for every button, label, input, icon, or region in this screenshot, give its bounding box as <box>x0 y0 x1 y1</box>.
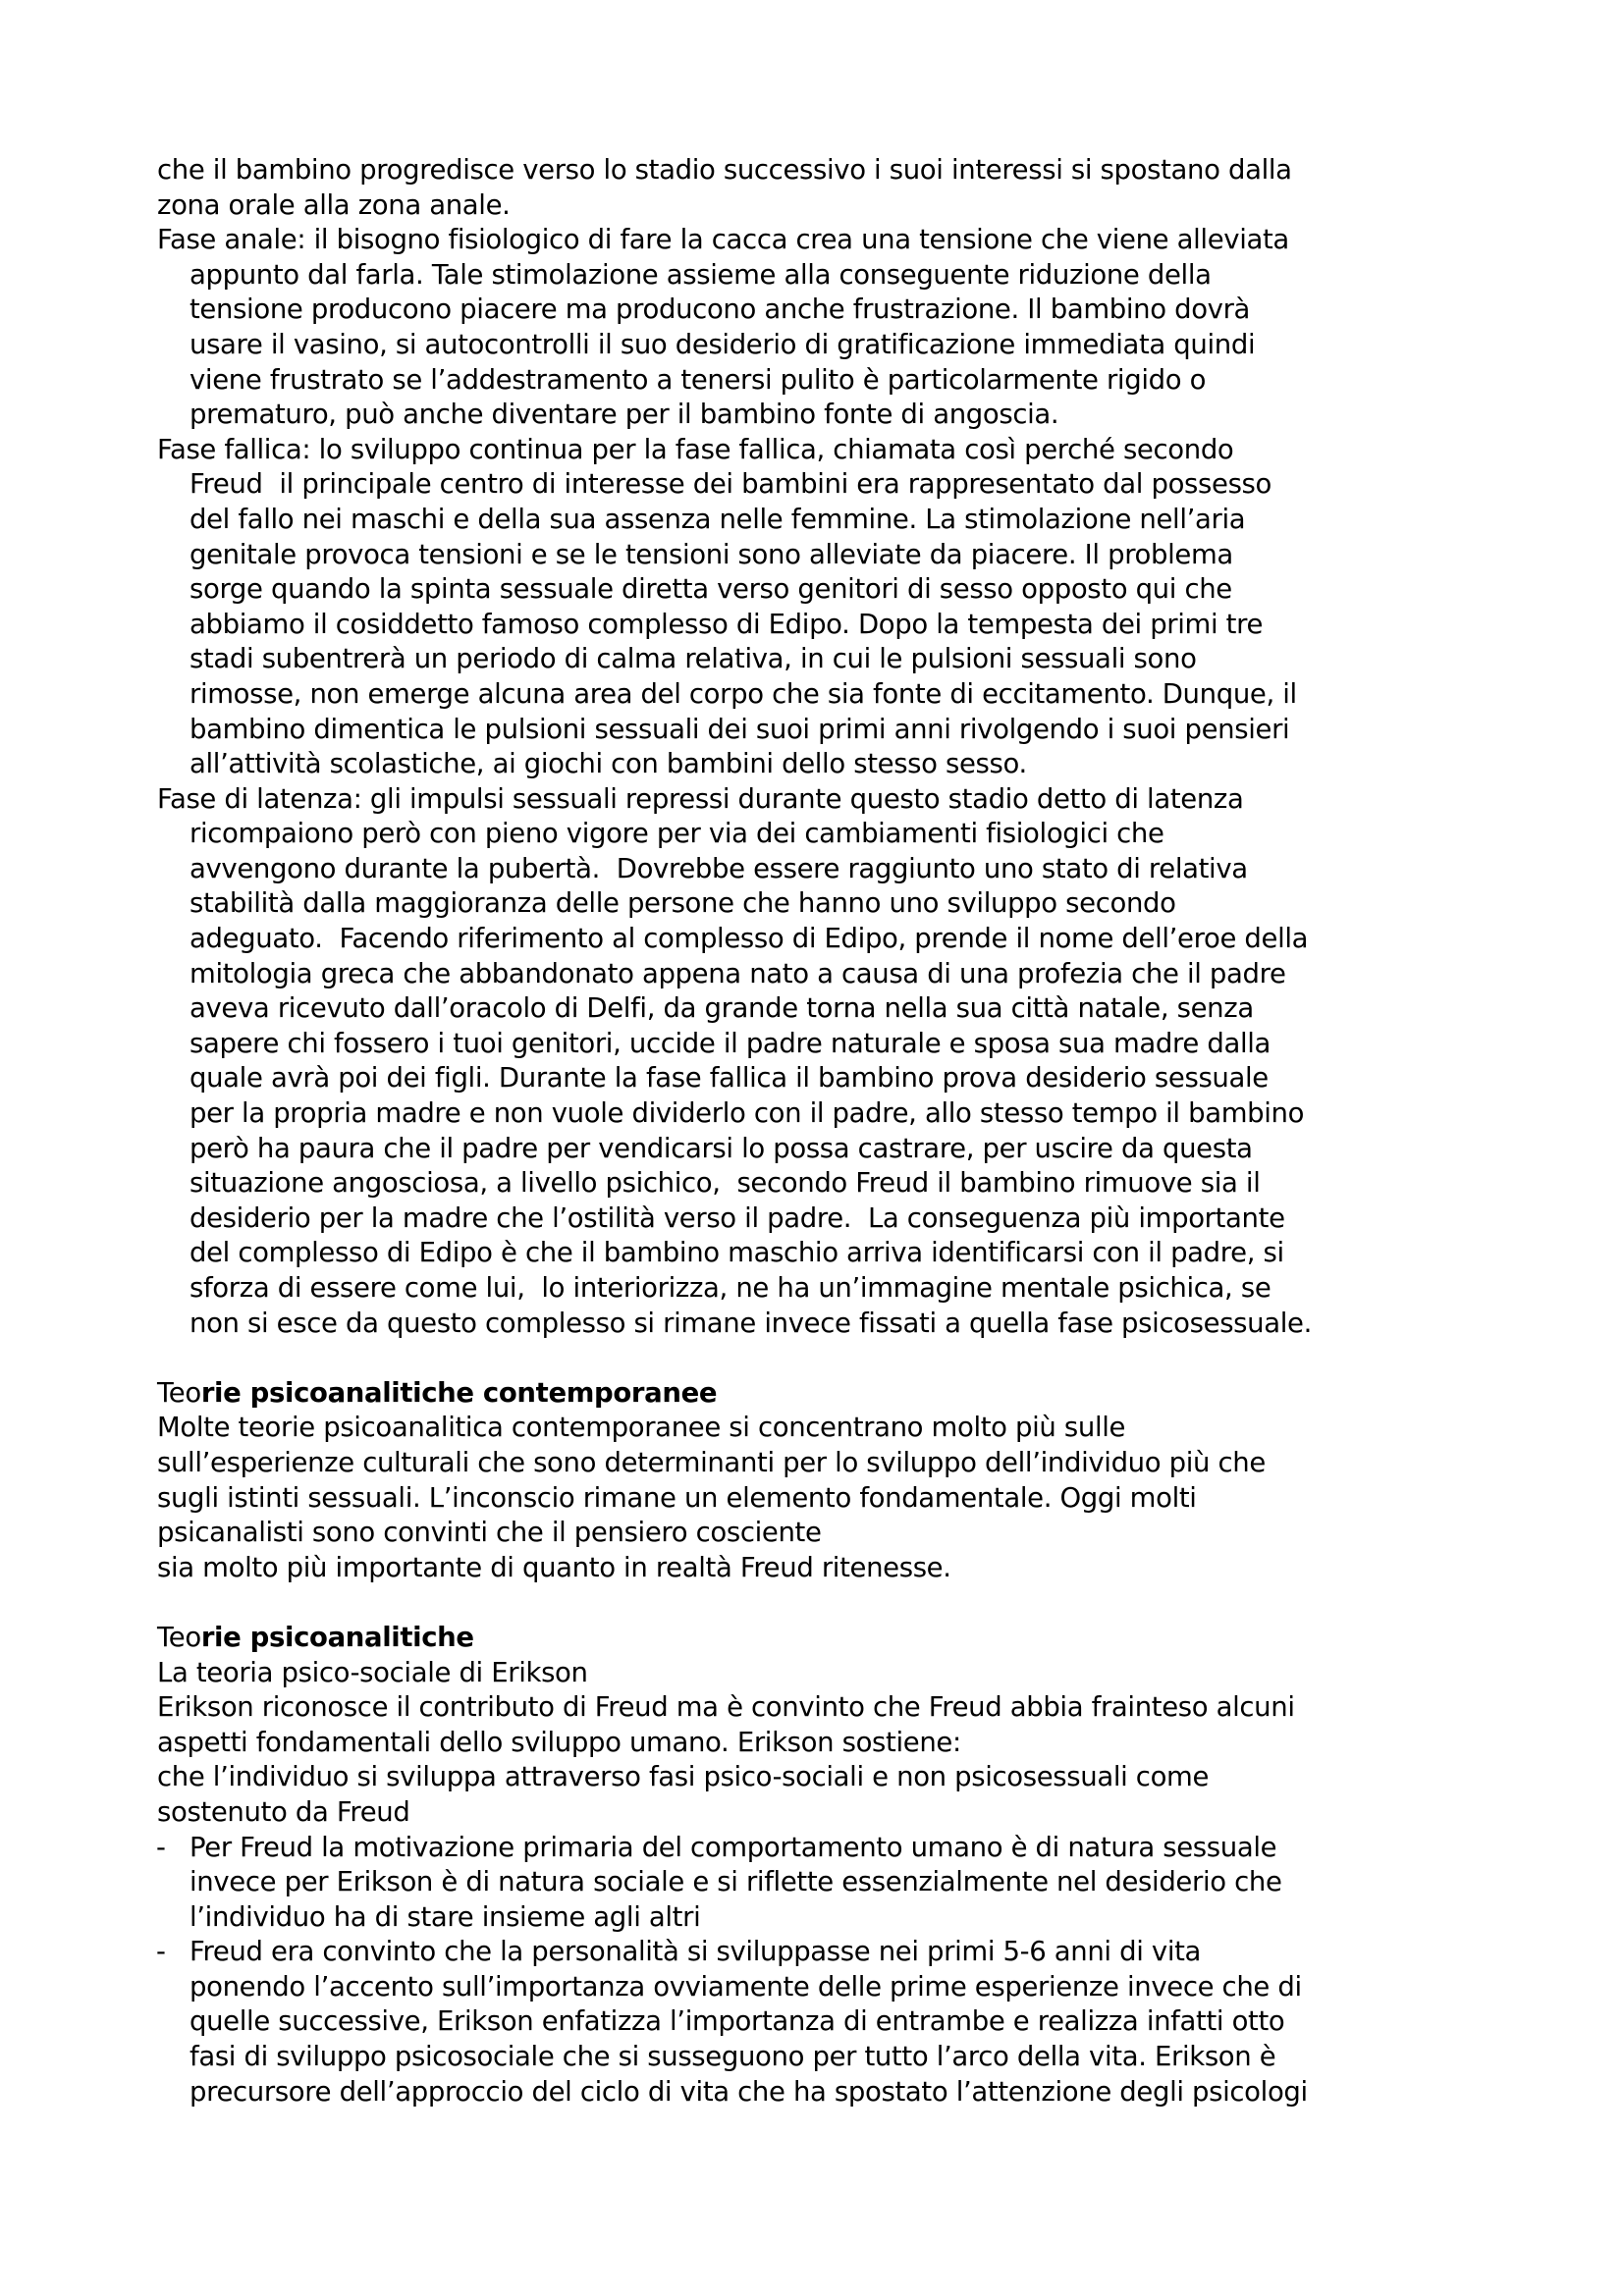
section-heading <box>157 1621 1473 1656</box>
text-line: appunto dal farla. Tale stimolazione assieme alla conseguente riduzione della <box>189 258 1212 291</box>
text-line: del complesso di Edipo è che il bambino maschio arriva identificarsi con il padre, si <box>189 1237 1284 1269</box>
section-subtitle: La teoria psico-sociale di Erikson <box>157 1656 588 1688</box>
text-line: precursore dell’approccio del ciclo di vita che ha spostato l’attenzione degli psicologi <box>189 2075 1308 2108</box>
text-line: che l’individuo si sviluppa attraverso fasi psico-sociali e non psicosessuali come <box>157 1761 1210 1793</box>
heading-bold-part: rie psicoanalitiche <box>200 1621 474 1653</box>
text-line: aveva ricevuto dall’oracolo di Delfi, da grande torna nella sua città natale, senza <box>189 992 1254 1025</box>
text-line: sia molto più importante di quanto in realtà Freud ritenesse. <box>157 1551 951 1583</box>
text-line: sostenuto da Freud <box>157 1795 410 1828</box>
text-line: Molte teorie psicoanalitica contemporanee si concentrano molto più sulle <box>157 1412 1126 1444</box>
text-line: sugli istinti sessuali. L’inconscio rimane un elemento fondamentale. Oggi molti <box>157 1481 1197 1514</box>
text-line: zona orale alla zona anale. <box>157 188 511 221</box>
text-line: aspetti fondamentali dello sviluppo umano. Erikson sostiene: <box>157 1726 961 1758</box>
text-line: viene frustrato se l’addestramento a tenersi pulito è particolarmente rigido o <box>189 363 1207 396</box>
paragraph-first-line: Fase di latenza: gli impulsi sessuali repressi durante questo stadio detto di latenza <box>157 782 1244 815</box>
text-line: non si esce da questo complesso si rimane invece fissati a quella fase psicosessuale. <box>189 1307 1312 1339</box>
text-line: Erikson riconosce il contributo di Freud ma è convinto che Freud abbia frainteso alcuni <box>157 1691 1295 1724</box>
heading-regular-part: Teo <box>157 1376 201 1409</box>
text-line: desiderio per la madre che l’ostilità verso il padre. La conseguenza più importante <box>189 1201 1285 1234</box>
text-line: invece per Erikson è di natura sociale e si riflette essenzialmente nel desiderio che <box>189 1866 1282 1898</box>
text-line: psicanalisti sono convinti che il pensiero cosciente <box>157 1517 822 1549</box>
paragraph-first-line: Fase anale: il bisogno fisiologico di fare la cacca crea una tensione che viene alleviata <box>157 224 1289 256</box>
text-line: però ha paura che il padre per vendicarsi lo possa castrare, per uscire da questa <box>189 1132 1253 1164</box>
bullet-first-line <box>157 1935 1473 1970</box>
text-line: sorge quando la spinta sessuale diretta verso genitori di sesso opposto qui che <box>189 573 1232 606</box>
bullet-list <box>157 1831 1473 2110</box>
heading-regular-part: Teo <box>157 1621 201 1653</box>
fase-latenza-paragraph <box>157 782 1473 1342</box>
text-line: quale avrà poi dei figli. Durante la fase fallica il bambino prova desiderio sessuale <box>189 1062 1269 1095</box>
text-line: tensione producono piacere ma producono anche frustrazione. Il bambino dovrà <box>189 294 1251 326</box>
heading-bold-part: rie psicoanalitiche contemporanee <box>200 1376 718 1409</box>
section-contemporanee <box>157 1376 1473 1586</box>
text-line: sapere chi fossero i tuoi genitori, uccide il padre naturale e sposa sua madre dalla <box>189 1027 1271 1059</box>
bullet-item <box>157 1831 1473 1936</box>
fase-fallica-paragraph <box>157 433 1473 782</box>
text-line: stabilità dalla maggioranza delle persone che hanno uno sviluppo secondo <box>189 887 1176 920</box>
text-line: avvengono durante la pubertà. Dovrebbe essere raggiunto uno stato di relativa <box>189 852 1248 884</box>
dash-bullet-icon: - <box>156 1936 166 1968</box>
section-heading <box>157 1376 1473 1412</box>
text-line: usare il vasino, si autocontrolli il suo desiderio di gratificazione immediata quindi <box>189 328 1256 360</box>
text-line: situazione angosciosa, a livello psichico, secondo Freud il bambino rimuove sia il <box>189 1167 1261 1200</box>
text-line: sull’esperienze culturali che sono determinanti per lo sviluppo dell’individuo più che <box>157 1446 1266 1478</box>
text-line: mitologia greca che abbandonato appena nato a causa di una profezia che il padre <box>189 957 1286 989</box>
text-line: Freud il principale centro di interesse dei bambini era rappresentato dal possesso <box>189 468 1271 501</box>
text-line: abbiamo il cosiddetto famoso complesso di Edipo. Dopo la tempesta dei primi tre <box>189 608 1264 640</box>
text-line: genitale provoca tensioni e se le tensioni sono alleviate da piacere. Il problema <box>189 538 1233 570</box>
text-line: sforza di essere come lui, lo interiorizza, ne ha un’immagine mentale psichica, se <box>189 1272 1271 1304</box>
text-line: all’attività scolastiche, ai giochi con bambini dello stesso sesso. <box>189 748 1027 780</box>
text-line: che il bambino progredisce verso lo stadio successivo i suoi interessi si spostano dalla <box>157 154 1292 186</box>
paragraph-first-line: Fase fallica: lo sviluppo continua per la fase fallica, chiamata così perché secondo <box>157 433 1234 465</box>
document-page <box>157 153 1473 2109</box>
text-line: rimosse, non emerge alcuna area del corpo che sia fonte di eccitamento. Dunque, il <box>189 677 1297 710</box>
text-line: ponendo l’accento sull’importanza ovviamente delle prime esperienze invece che di <box>189 1970 1302 2002</box>
text-line: ricompaiono però con pieno vigore per via dei cambiamenti fisiologici che <box>189 818 1164 850</box>
spacer <box>157 1341 1473 1376</box>
text-line: adeguato. Facendo riferimento al complesso di Edipo, prende il nome dell’eroe della <box>189 923 1309 955</box>
text-line: del fallo nei maschi e della sua assenza nelle femmine. La stimolazione nell’aria <box>189 503 1246 535</box>
dash-bullet-icon: - <box>156 1831 166 1863</box>
text-line: bambino dimentica le pulsioni sessuali dei suoi primi anni rivolgendo i suoi pensieri <box>189 713 1290 745</box>
text-line: l’individuo ha di stare insieme agli altri <box>189 1900 701 1933</box>
text-line: stadi subentrerà un periodo di calma relativa, in cui le pulsioni sessuali sono <box>189 643 1197 675</box>
text-line: per la propria madre e non vuole dividerlo con il padre, allo stesso tempo il bambino <box>189 1097 1305 1130</box>
text-line: prematuro, può anche diventare per il bambino fonte di angoscia. <box>189 399 1059 431</box>
fase-anale-paragraph <box>157 223 1473 433</box>
intro-paragraph <box>157 153 1473 223</box>
bullet-text: Per Freud la motivazione primaria del comportamento umano è di natura sessuale <box>189 1831 1277 1863</box>
section-erikson <box>157 1621 1473 2109</box>
spacer <box>157 1585 1473 1621</box>
bullet-first-line <box>157 1831 1473 1866</box>
text-line: fasi di sviluppo psicosociale che si susseguono per tutto l’arco della vita. Erikson è <box>189 2041 1276 2073</box>
text-line: quelle successive, Erikson enfatizza l’importanza di entrambe e realizza infatti otto <box>189 2005 1285 2038</box>
bullet-item <box>157 1935 1473 2109</box>
bullet-text: Freud era convinto che la personalità si sviluppasse nei primi 5-6 anni di vita <box>189 1936 1202 1968</box>
